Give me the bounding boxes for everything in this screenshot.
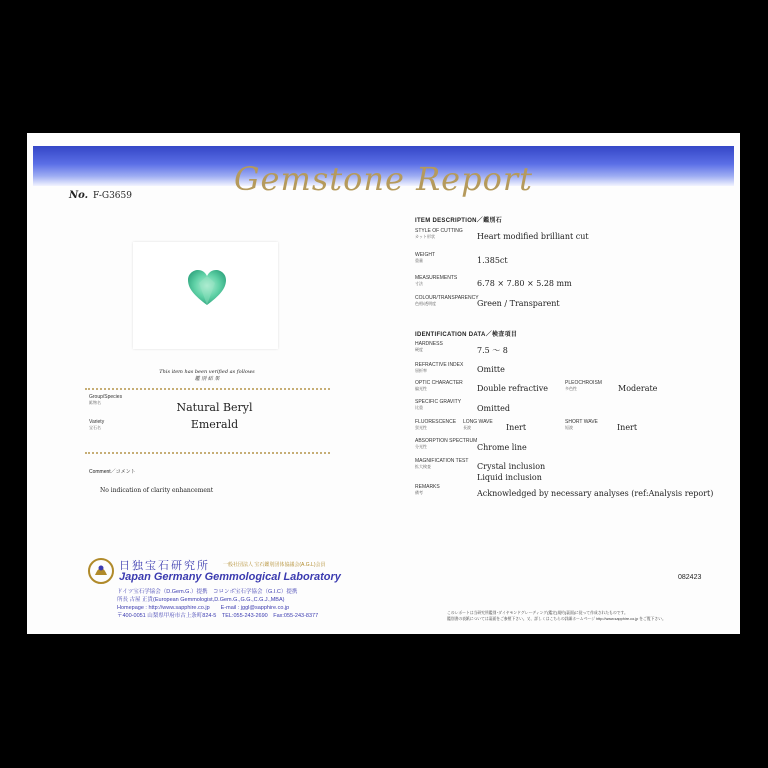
lab-contact: Homepage : http://www.sapphire.co.jp E-mail : jggl@sapphire.co.jp <box>117 605 290 611</box>
lab-logo-icon <box>87 557 115 585</box>
magnification-label: MAGNIFICATION TEST 拡大検査 <box>415 458 469 469</box>
comment-text: No indication of clarity enhancement <box>100 487 214 494</box>
comment-label: Comment／コメント <box>89 469 136 475</box>
lab-director: 所長 古屋 正貴(European Gemmologist,D.Gem.G.,G.G.,C.G.J.,MBA) <box>117 597 285 603</box>
stone-photo <box>133 242 278 349</box>
weight-label: WEIGHT 重量 <box>415 252 435 263</box>
heart-emerald-icon <box>187 269 227 307</box>
footnote-2: 鑑別書の表紙については裏面をご参照下さい。又、詳しくはこちらの詳細ホームページ http://www.sapphire.co.jp をご覧下さい。 <box>447 617 666 621</box>
pleochroism-value: Moderate <box>618 384 658 393</box>
item-description-heading: ITEM DESCRIPTION／鑑別石 <box>415 218 503 224</box>
style-label: STYLE OF CUTTING カット形状 <box>415 228 463 239</box>
long-wave-value: Inert <box>506 423 527 432</box>
remarks-label: REMARKS 備考 <box>415 484 440 495</box>
verified-caption: This item has been verified as follows 鑑 別 結 果 <box>159 369 255 382</box>
colour-value: Green / Transparent <box>477 299 560 308</box>
gravity-value: Omitted <box>477 404 510 413</box>
report-title: Gemstone Report <box>233 160 534 198</box>
footnote-1: このレポートは当研究所鑑別･ダイヤモンドグレーディング(鑑定)規約(裏面)に従って作成されたものです。 <box>447 611 628 615</box>
variety-label: Variety 宝石名 <box>89 419 105 430</box>
weight-value: 1.385ct <box>477 256 508 265</box>
short-wave-value: Inert <box>617 423 638 432</box>
gravity-label: SPECIFIC GRAVITY 比重 <box>415 399 462 410</box>
hardness-label: HARDNESS 硬度 <box>415 341 443 352</box>
colour-label: COLOUR/TRANSPARENCY 色相/透明度 <box>415 295 479 306</box>
refractive-value: Omitte <box>477 365 505 374</box>
lab-address: 〒400-0051 山梨県甲府市古上条町824-5 TEL:055-243-2690 Fax:055-243-8377 <box>117 613 319 619</box>
short-wave-label: SHORT WAVE 短波 <box>565 419 598 430</box>
lab-name-jp: 日独宝石研究所 <box>119 560 210 572</box>
remarks-value: Acknowledged by necessary analyses (ref:Analysis report) <box>477 489 714 498</box>
style-value: Heart modified brilliant cut <box>477 232 589 241</box>
optic-label: OPTIC CHARACTER 偏光性 <box>415 380 463 391</box>
absorption-label: ABSORPTION SPECTRUM 分光性 <box>415 438 478 449</box>
measurements-value: 6.78 × 7.80 × 5.28 mm <box>477 279 572 288</box>
refractive-label: REFRACTIVE INDEX 屈折率 <box>415 362 464 373</box>
group-label: Group/Species 鉱物名 <box>89 394 123 405</box>
variety-value: Emerald <box>190 418 239 431</box>
long-wave-label: LONG WAVE 長波 <box>463 419 493 430</box>
divider-bottom <box>85 452 330 454</box>
absorption-value: Chrome line <box>477 443 527 452</box>
gemstone-report-card <box>27 133 740 634</box>
group-value: Natural Beryl <box>176 401 253 414</box>
measurements-label: MEASUREMENTS 寸法 <box>415 275 458 286</box>
lab-association: ドイツ宝石学協会（D.Gem.G.）提携 コロンボ宝石学協会（G.I.C）提携 <box>117 589 298 595</box>
identification-heading: IDENTIFICATION DATA／検査項目 <box>415 332 518 338</box>
hardness-value: 7.5 ～ 8 <box>477 346 508 355</box>
divider-top <box>85 388 330 390</box>
acga-membership: 一般社団法人 宝石鑑別団体協議会(A.G.L)会員 <box>223 562 326 568</box>
magnification-value-1: Crystal inclusion <box>477 462 546 471</box>
report-number: F-G3659 <box>93 191 132 201</box>
fluorescence-label: FLUORESCENCE 蛍光性 <box>415 419 457 430</box>
pleochroism-label: PLEOCHROISM 多色性 <box>565 380 602 391</box>
optic-value: Double refractive <box>477 384 548 393</box>
lab-name-en: Japan Germany Gemmological Laboratory <box>119 571 341 583</box>
certificate-code: 082423 <box>678 574 702 581</box>
magnification-value-2: Liquid inclusion <box>477 473 542 482</box>
report-number-label: No. <box>69 190 89 201</box>
